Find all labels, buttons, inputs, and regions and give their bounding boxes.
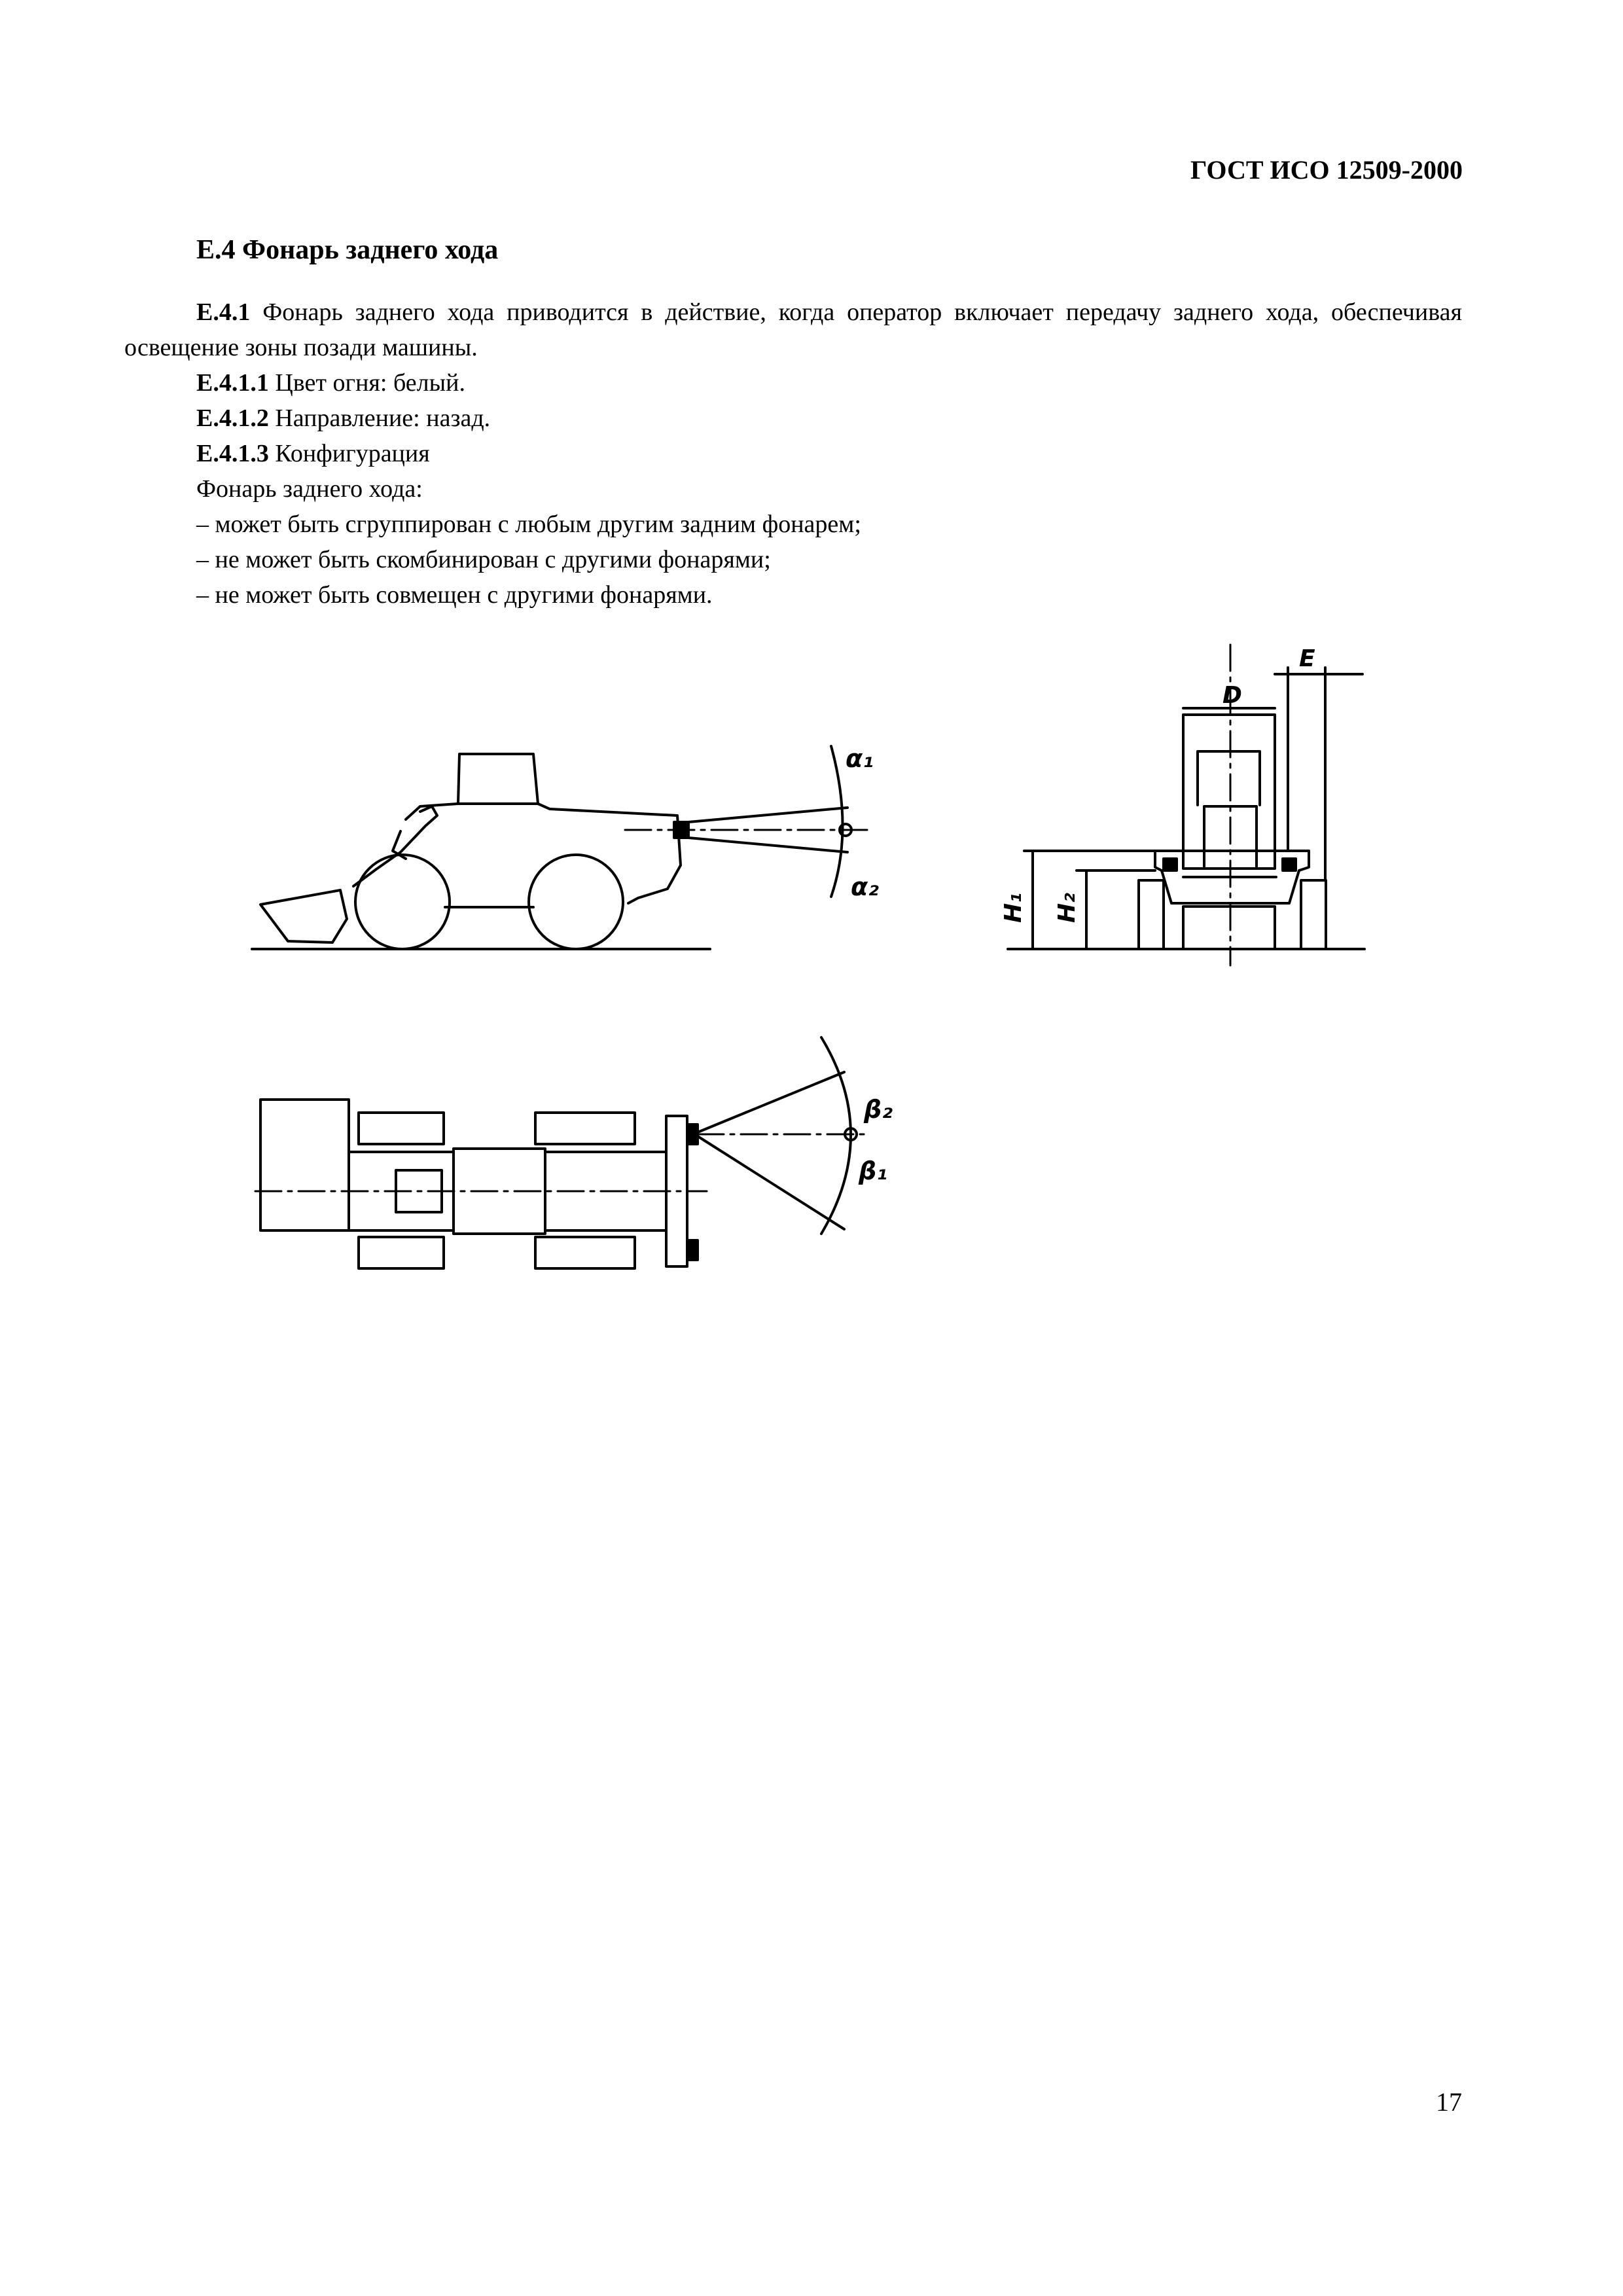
clause-text: Фонарь заднего хода приводится в действие, когда оператор включает передачу заднего хода, обеспечивая освещение зоны позади машины.	[124, 298, 1463, 361]
loader-rear-view	[1000, 645, 1364, 965]
beam-upper	[698, 1072, 844, 1132]
rear-lamp-right	[1283, 859, 1296, 870]
rear-lamp-left	[1164, 859, 1177, 870]
d-label: D	[1222, 682, 1242, 709]
bucket	[260, 890, 347, 942]
document-code: ГОСТ ИСО 12509-2000	[1190, 155, 1463, 185]
list-item: – может быть сгруппирован с любым другим задним фонарем;	[196, 511, 861, 538]
e-label: E	[1299, 645, 1315, 672]
rear-wheel	[529, 855, 623, 949]
loader-top-view	[255, 1037, 893, 1268]
beam-lower	[688, 838, 847, 852]
bucket-top	[260, 1100, 349, 1230]
clause-number: E.4.1.1	[196, 369, 269, 397]
clause-number: E.4.1	[196, 298, 251, 326]
beta1-label: β₁	[859, 1157, 887, 1185]
h1-label: H₁	[1000, 893, 1027, 923]
h2-label: H₂	[1054, 893, 1080, 923]
beam-lower	[698, 1136, 844, 1229]
alpha2-label: α₂	[851, 872, 879, 901]
front-wheel-left	[359, 1113, 444, 1144]
rear-wheel-left	[535, 1113, 635, 1144]
clause-number: E.4.1.3	[196, 440, 269, 467]
beam-upper	[688, 808, 847, 822]
alpha1-label: α₁	[846, 744, 874, 773]
loader-side-view	[252, 744, 879, 949]
clause-text: Цвет огня: белый.	[275, 369, 465, 397]
axle-housing	[1183, 906, 1275, 949]
clause-text: Конфигурация	[275, 440, 430, 467]
rear-lamp-lower	[687, 1240, 698, 1260]
cab-window	[1198, 751, 1260, 805]
list-item: – не может быть скомбинирован с другими фонарями;	[196, 546, 771, 573]
beta2-label: β₂	[864, 1095, 893, 1124]
section-title: E.4 Фонарь заднего хода	[196, 235, 499, 265]
rear-wheel-right	[535, 1237, 635, 1268]
list-item: – не может быть совмещен с другими фонарями.	[196, 581, 713, 609]
angle-arc	[831, 746, 843, 897]
front-wheel	[355, 855, 450, 949]
rear-lamp	[687, 1124, 698, 1144]
wheel-right	[1301, 880, 1326, 949]
front-wheel-right	[359, 1237, 444, 1268]
wheel-left	[1139, 880, 1164, 949]
cab-outline	[458, 754, 538, 804]
page-number: 17	[1436, 2087, 1462, 2117]
list-intro: Фонарь заднего хода:	[196, 475, 423, 503]
clause-text: Направление: назад.	[275, 404, 491, 432]
clause-number: E.4.1.2	[196, 404, 269, 432]
